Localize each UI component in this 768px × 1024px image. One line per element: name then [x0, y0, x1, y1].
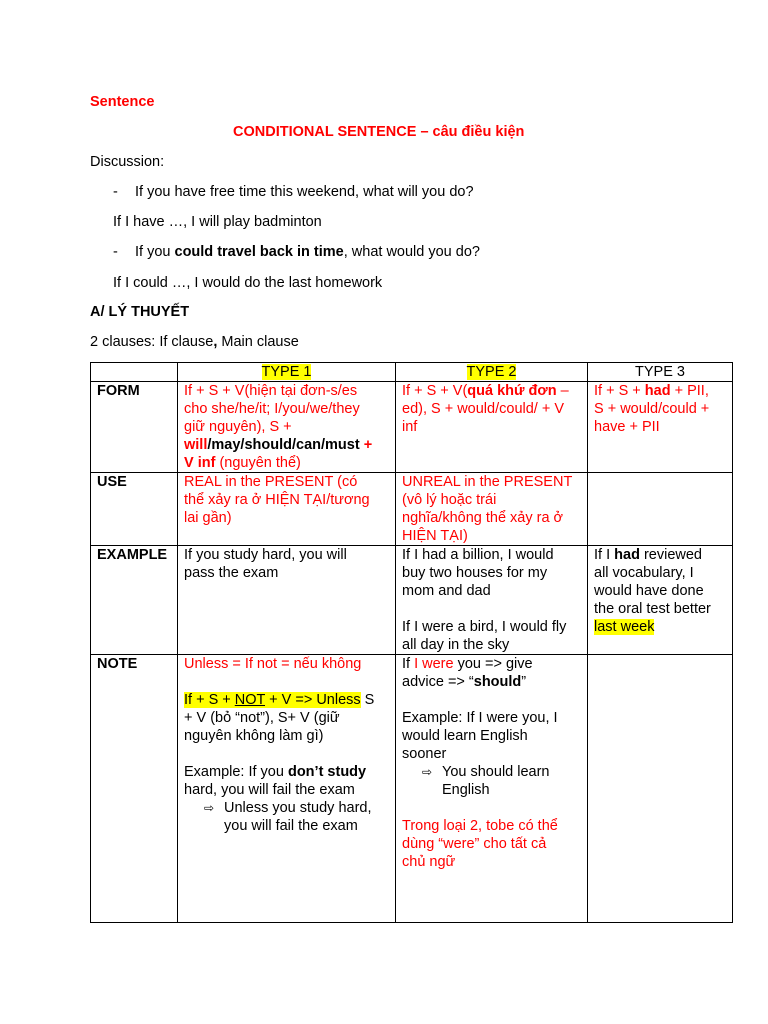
table-row-form — [91, 382, 733, 473]
cell-text-run: hard, you will fail the exam — [184, 782, 355, 798]
cell-text-run: If — [402, 656, 415, 672]
cell-text-run: don’t study — [287, 764, 367, 780]
cell-note-type-2 — [396, 655, 588, 923]
cell-text-run: dùng “were” cho tất cả — [402, 836, 547, 852]
cell-blank-line — [184, 673, 389, 691]
cell-line — [402, 382, 581, 400]
table-row-use — [91, 473, 733, 546]
question-1-text: If you have free time this weekend, what will you do? — [135, 184, 474, 200]
cell-text-run: Unless you study hard, — [224, 800, 372, 816]
question-2 — [113, 243, 480, 261]
cell-text-run: If I — [594, 547, 615, 563]
cell-text-run: ed), S + would/could/ + V — [402, 401, 565, 417]
cell-use-type-1 — [178, 473, 396, 546]
arrow-bullet-continuation — [422, 781, 581, 799]
cell-text-run: If + S + V(hiện tại đơn-s/es — [184, 383, 358, 399]
cell-line — [402, 709, 581, 727]
table-header-row — [91, 363, 733, 382]
cell-text-run: + PII, — [670, 383, 709, 399]
cell-line — [402, 853, 581, 871]
cell-text-run: S + would/could + — [594, 401, 710, 417]
cell-text-run: If + S + V( — [402, 383, 468, 399]
cell-text-run: UNREAL in the PRESENT — [402, 474, 573, 490]
cell-text-run: lai gần) — [184, 510, 232, 526]
cell-use-type-2 — [396, 473, 588, 546]
cell-blank-line — [402, 799, 581, 817]
cell-line — [594, 618, 726, 636]
cell-line — [184, 509, 389, 527]
cell-blank-line — [402, 691, 581, 709]
cell-line — [184, 691, 389, 709]
cell-line — [402, 473, 581, 491]
page-title: CONDITIONAL SENTENCE – câu điều kiện — [233, 124, 525, 140]
table-row-note — [91, 655, 733, 923]
cell-text-run: If you study hard, you will — [184, 547, 347, 563]
cell-note-type-3 — [588, 655, 733, 923]
cell-example-type-2 — [396, 546, 588, 655]
arrow-right-icon: ⇨ — [204, 801, 215, 815]
cell-text-run: ” — [521, 674, 527, 690]
cell-text-run: thể xảy ra ở HIỆN TẠI/tương — [184, 492, 370, 508]
cell-text-run: S — [360, 692, 375, 708]
cell-text-run: + V => Unless — [265, 692, 361, 708]
arrow-bullet-line — [422, 763, 581, 781]
table-row-example — [91, 546, 733, 655]
cell-line — [184, 781, 389, 799]
cell-example-type-1 — [178, 546, 396, 655]
cell-text-run: the oral test better — [594, 601, 711, 617]
cell-text-run: (vô lý hoặc trái — [402, 492, 497, 508]
cell-text-run: cho she/he/it; I/you/we/they — [184, 401, 360, 417]
clauses-comma: , — [213, 334, 218, 350]
cell-form-type-2 — [396, 382, 588, 473]
bullet-dash: - — [113, 244, 118, 260]
cell-line — [402, 509, 581, 527]
cell-line — [594, 400, 726, 418]
cell-text-run: should — [473, 674, 522, 690]
cell-text-run: – — [556, 383, 569, 399]
cell-text-run: V inf — [184, 455, 216, 471]
cell-line — [402, 527, 581, 545]
cell-line — [184, 564, 389, 582]
discussion-label: Discussion: — [90, 154, 165, 170]
cell-line — [184, 400, 389, 418]
cell-line — [184, 473, 389, 491]
cell-line — [402, 491, 581, 509]
cell-line — [402, 400, 581, 418]
cell-line — [402, 618, 581, 636]
cell-text-run: + V (bỏ “not”), S+ V (giữ — [184, 710, 340, 726]
cell-text-run: pass the exam — [184, 565, 279, 581]
cell-text-run: /may/should/can/must — [207, 437, 360, 453]
cell-text-run: sooner — [402, 746, 447, 762]
clauses-pre: 2 clauses: If clause — [90, 334, 214, 350]
cell-line — [184, 436, 389, 454]
cell-text-run: (nguyên thể) — [215, 455, 301, 471]
cell-text-run: mom and dad — [402, 583, 491, 599]
header-cell-type-2 — [396, 363, 588, 382]
cell-line — [184, 763, 389, 781]
row-label-note: NOTE — [91, 655, 178, 923]
cell-text-run: will — [184, 437, 208, 453]
row-label-form: FORM — [91, 382, 178, 473]
cell-line — [402, 673, 581, 691]
cell-line — [402, 418, 581, 436]
cell-line — [594, 582, 726, 600]
cell-text-run: If I had a billion, I would — [402, 547, 554, 563]
header-type-3: TYPE 3 — [635, 364, 685, 380]
cell-text-run: nghĩa/không thể xảy ra ở — [402, 510, 564, 526]
cell-text-run: had — [644, 383, 671, 399]
cell-text-run: Example: If you — [184, 764, 288, 780]
cell-line — [402, 546, 581, 564]
cell-text-run: + — [359, 437, 373, 453]
question-2-post: , what would you do? — [343, 244, 480, 260]
header-cell-empty — [91, 363, 178, 382]
question-1 — [113, 183, 474, 201]
answer-2: If I could …, I would do the last homework — [113, 275, 383, 291]
header-cell-type-1 — [178, 363, 396, 382]
cell-line — [184, 382, 389, 400]
cell-use-type-3 — [588, 473, 733, 546]
cell-text-run: nguyên không làm gì) — [184, 728, 324, 744]
cell-line — [594, 600, 726, 618]
cell-text-run: inf — [402, 419, 418, 435]
cell-line — [402, 655, 581, 673]
arrow-right-icon: ⇨ — [422, 765, 433, 779]
conditional-table — [90, 362, 733, 923]
cell-text-run: have + PII — [594, 419, 660, 435]
cell-note-type-1 — [178, 655, 396, 923]
cell-text-run: all vocabulary, I — [594, 565, 694, 581]
question-2-pre: If you — [135, 244, 175, 260]
clauses-post: Main clause — [217, 334, 299, 350]
arrow-bullet-continuation — [204, 817, 389, 835]
cell-blank-line — [184, 745, 389, 763]
cell-text-run: would learn English — [402, 728, 528, 744]
header-type-2: TYPE 2 — [466, 364, 517, 380]
heading: Sentence — [90, 94, 155, 110]
question-2-bold: could travel back in time — [174, 244, 344, 260]
cell-text-run: If + S + — [594, 383, 645, 399]
cell-text-run: HIỆN TẠI) — [402, 528, 468, 544]
cell-line — [184, 418, 389, 436]
cell-line — [402, 727, 581, 745]
cell-text-run: reviewed — [639, 547, 702, 563]
cell-line — [402, 835, 581, 853]
cell-line — [184, 454, 389, 472]
bullet-dash: - — [113, 184, 118, 200]
cell-line — [184, 727, 389, 745]
cell-text-run: If I were a bird, I would fly — [402, 619, 567, 635]
cell-line — [402, 817, 581, 835]
cell-line — [594, 418, 726, 436]
cell-form-type-3 — [588, 382, 733, 473]
cell-text-run: you will fail the exam — [224, 818, 358, 834]
answer-1: If I have …, I will play badminton — [113, 214, 322, 230]
cell-line — [402, 636, 581, 654]
cell-text-run: would have done — [594, 583, 704, 599]
cell-text-run: If + S + — [184, 692, 235, 708]
cell-text-run: last week — [594, 619, 655, 635]
header-type-1: TYPE 1 — [261, 364, 312, 380]
cell-text-run: you => give — [453, 656, 533, 672]
cell-line — [184, 709, 389, 727]
cell-text-run: advice => “ — [402, 674, 474, 690]
cell-line — [594, 546, 726, 564]
cell-text-run: Unless = If not = nếu không — [184, 656, 362, 672]
cell-line — [594, 382, 726, 400]
cell-text-run: Example: If I were you, I — [402, 710, 558, 726]
cell-line — [402, 745, 581, 763]
cell-line — [184, 491, 389, 509]
cell-text-run: English — [442, 782, 490, 798]
cell-text-run: quá khứ đơn — [467, 383, 557, 399]
row-label-use: USE — [91, 473, 178, 546]
cell-example-type-3 — [588, 546, 733, 655]
cell-text-run: You should learn — [442, 764, 550, 780]
cell-line — [184, 655, 389, 673]
cell-text-run: buy two houses for my — [402, 565, 548, 581]
cell-form-type-1 — [178, 382, 396, 473]
clauses-line — [90, 333, 299, 351]
row-label-example: EXAMPLE — [91, 546, 178, 655]
cell-text-run: Trong loại 2, tobe có thể — [402, 818, 558, 834]
cell-line — [402, 564, 581, 582]
cell-line — [594, 564, 726, 582]
cell-text-run: I were — [414, 656, 454, 672]
section-heading: A/ LÝ THUYẾT — [90, 304, 190, 320]
cell-text-run: giữ nguyên), S + — [184, 419, 292, 435]
cell-line — [402, 582, 581, 600]
cell-text-run: REAL in the PRESENT (có — [184, 474, 358, 490]
cell-line — [184, 546, 389, 564]
header-cell-type-3 — [588, 363, 733, 382]
arrow-bullet-line — [204, 799, 389, 817]
cell-text-run: had — [614, 547, 640, 563]
cell-text-run: NOT — [234, 692, 266, 708]
cell-blank-line — [402, 600, 581, 618]
cell-text-run: chủ ngữ — [402, 854, 456, 870]
cell-text-run: all day in the sky — [402, 637, 510, 653]
